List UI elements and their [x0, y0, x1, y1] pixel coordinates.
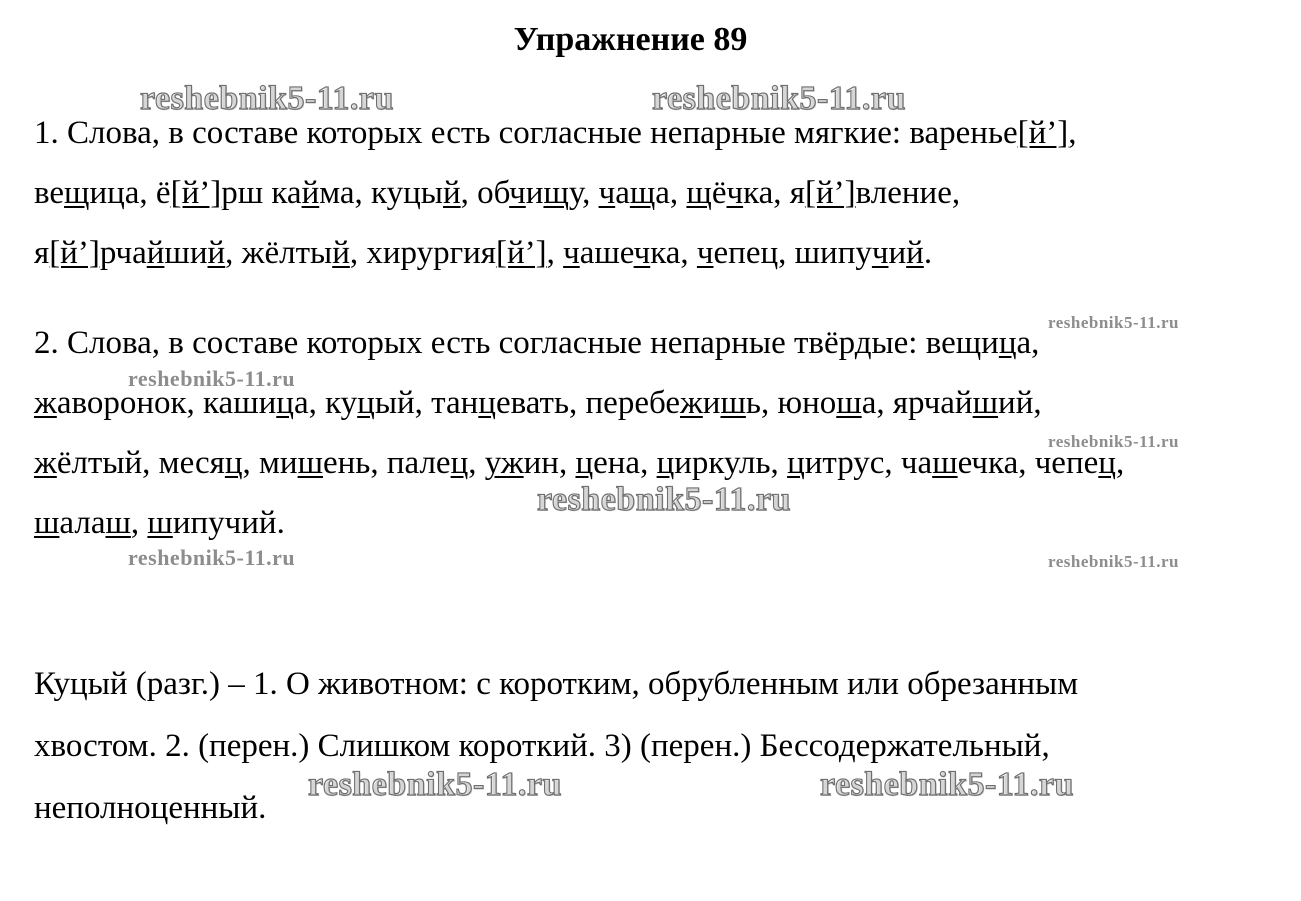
underlined-letter: ж	[34, 385, 57, 421]
text-segment: аворонок, каши	[56, 385, 277, 421]
underlined-letter: [й’]	[49, 235, 100, 271]
underlined-letter: ш	[972, 385, 999, 421]
text-segment: 1. Слова, в составе которых есть согласные непарные мягкие: варенье	[34, 115, 1018, 151]
underlined-letter: ц	[450, 445, 469, 481]
underlined-letter: [й’]	[1017, 115, 1069, 151]
underlined-letter: щ	[543, 175, 569, 211]
underlined-letter: й	[442, 175, 461, 211]
watermark-logo: reshebnik5-11.ru	[140, 80, 394, 117]
underlined-letter: ч	[598, 175, 616, 211]
text-segment: , хирургия	[349, 235, 496, 271]
text-segment: ь, юно	[745, 385, 837, 421]
text-segment: ши	[164, 235, 208, 271]
underlined-letter: ш	[105, 505, 131, 541]
text-segment: ипучий.	[172, 505, 285, 541]
definition-line-2: хвостом. 2. (перен.) Слишком короткий. 3) (перен.) Бессодержательный,	[34, 728, 1050, 764]
text-segment: а,	[1016, 325, 1040, 361]
text-segment: ,	[546, 235, 564, 271]
underlined-letter: ц	[656, 445, 675, 481]
section1-line-1	[34, 113, 1077, 153]
underlined-letter: ч	[633, 235, 651, 271]
section2-line-1	[34, 323, 1039, 363]
underlined-letter: ч	[871, 235, 889, 271]
underlined-letter: ж	[679, 385, 703, 421]
underlined-letter: ш	[720, 385, 746, 421]
underlined-letter: [й’]	[804, 175, 856, 211]
section2-line-3	[34, 443, 1124, 483]
underlined-letter: й	[146, 235, 165, 271]
text-segment: а, ярчай	[861, 385, 973, 421]
text-segment: а, ку	[293, 385, 358, 421]
text-segment: у,	[568, 175, 599, 211]
underlined-letter: щ	[686, 175, 712, 211]
underlined-letter: ц	[276, 385, 294, 421]
text-segment: ень, пале	[323, 445, 451, 481]
underlined-letter: ш	[836, 385, 862, 421]
text-segment: .	[923, 235, 933, 271]
text-segment: ый, тан	[374, 385, 479, 421]
watermark-logo: reshebnik5-11.ru	[1048, 552, 1179, 571]
watermark-logo: reshebnik5-11.ru	[128, 545, 296, 570]
watermark-logo: reshebnik5-11.ru	[652, 80, 906, 117]
text-segment: ,	[468, 445, 485, 481]
text-segment: а	[615, 175, 630, 211]
text-segment: , жёлты	[225, 235, 333, 271]
text-segment: ка,	[650, 235, 697, 271]
underlined-letter: ц	[224, 445, 243, 481]
underlined-letter: щ	[64, 175, 90, 211]
underlined-letter: й	[207, 235, 226, 271]
text-segment: рча	[99, 235, 147, 271]
text-segment: и	[702, 385, 721, 421]
watermark-logo: reshebnik5-11.ru	[537, 481, 791, 518]
text-segment: иркуль,	[674, 445, 788, 481]
watermark-logo: reshebnik5-11.ru	[820, 766, 1074, 803]
underlined-letter: ч	[726, 175, 744, 211]
underlined-letter: ц	[998, 325, 1017, 361]
text-segment: 2. Слова, в составе которых есть согласные непарные твёрдые: вещи	[34, 325, 999, 361]
text-segment: итрус, ча	[804, 445, 933, 481]
section1-line-3	[34, 233, 932, 273]
underlined-letter: ш	[34, 505, 60, 541]
underlined-letter: ч	[563, 235, 580, 271]
text-segment: ,	[1115, 445, 1125, 481]
underlined-letter: ч	[509, 175, 526, 211]
text-segment: аше	[579, 235, 634, 271]
text-segment: ,	[1068, 115, 1077, 151]
definition-line-1: Куцый (разг.) – 1. О животном: с коротким, обрубленным или обрезанным	[34, 666, 1079, 702]
page-title: Упражнение 89	[513, 21, 748, 58]
watermark-logo: reshebnik5-11.ru	[308, 766, 562, 803]
text-segment: а,	[655, 175, 687, 211]
watermark-logo: reshebnik5-11.ru	[1048, 432, 1179, 451]
underlined-letter: ц	[357, 385, 375, 421]
underlined-letter: ш	[932, 445, 958, 481]
text-segment: ма, куцы	[319, 175, 443, 211]
section2-line-4	[34, 503, 285, 543]
underlined-letter: й	[906, 235, 924, 271]
underlined-letter: ш	[297, 445, 323, 481]
underlined-letter: ц	[787, 445, 805, 481]
underlined-letter: щ	[629, 175, 656, 211]
underlined-letter: [й’]	[495, 235, 547, 271]
underlined-letter: й	[332, 235, 350, 271]
text-segment: ин,	[523, 445, 576, 481]
text-segment: ала	[59, 505, 106, 541]
underlined-letter: ч	[696, 235, 714, 271]
watermark-logo: reshebnik5-11.ru	[1048, 313, 1179, 332]
watermark-logo: reshebnik5-11.ru	[128, 366, 296, 391]
text-segment: ечка, чепе	[957, 445, 1099, 481]
text-segment: рш ка	[221, 175, 302, 211]
text-segment: ё	[711, 175, 727, 211]
underlined-letter: ц	[478, 385, 496, 421]
underlined-letter: ц	[1098, 445, 1116, 481]
text-segment: ,	[130, 505, 148, 541]
text-segment: ица, ё	[89, 175, 171, 211]
underlined-letter: й	[301, 175, 320, 211]
text-segment: вление,	[855, 175, 961, 211]
underlined-letter: ш	[147, 505, 173, 541]
text-segment: , об	[460, 175, 510, 211]
text-segment: ве	[34, 175, 65, 211]
underlined-letter: уж	[484, 445, 524, 481]
text-segment: , ми	[242, 445, 298, 481]
underlined-letter: ж	[34, 445, 57, 481]
text-segment: и	[525, 175, 544, 211]
text-segment: ена,	[593, 445, 657, 481]
section1-line-2	[34, 173, 960, 213]
text-segment: евать, перебе	[495, 385, 680, 421]
text-segment: и	[888, 235, 907, 271]
underlined-letter: [й’]	[170, 175, 222, 211]
text-segment: ий,	[998, 385, 1042, 421]
text-segment: ка, я	[743, 175, 805, 211]
text-segment: епец, шипу	[713, 235, 872, 271]
definition-line-3: неполноценный.	[34, 790, 267, 826]
text-segment: ёлтый, меся	[56, 445, 225, 481]
underlined-letter: ц	[575, 445, 594, 481]
text-segment: я	[34, 235, 50, 271]
